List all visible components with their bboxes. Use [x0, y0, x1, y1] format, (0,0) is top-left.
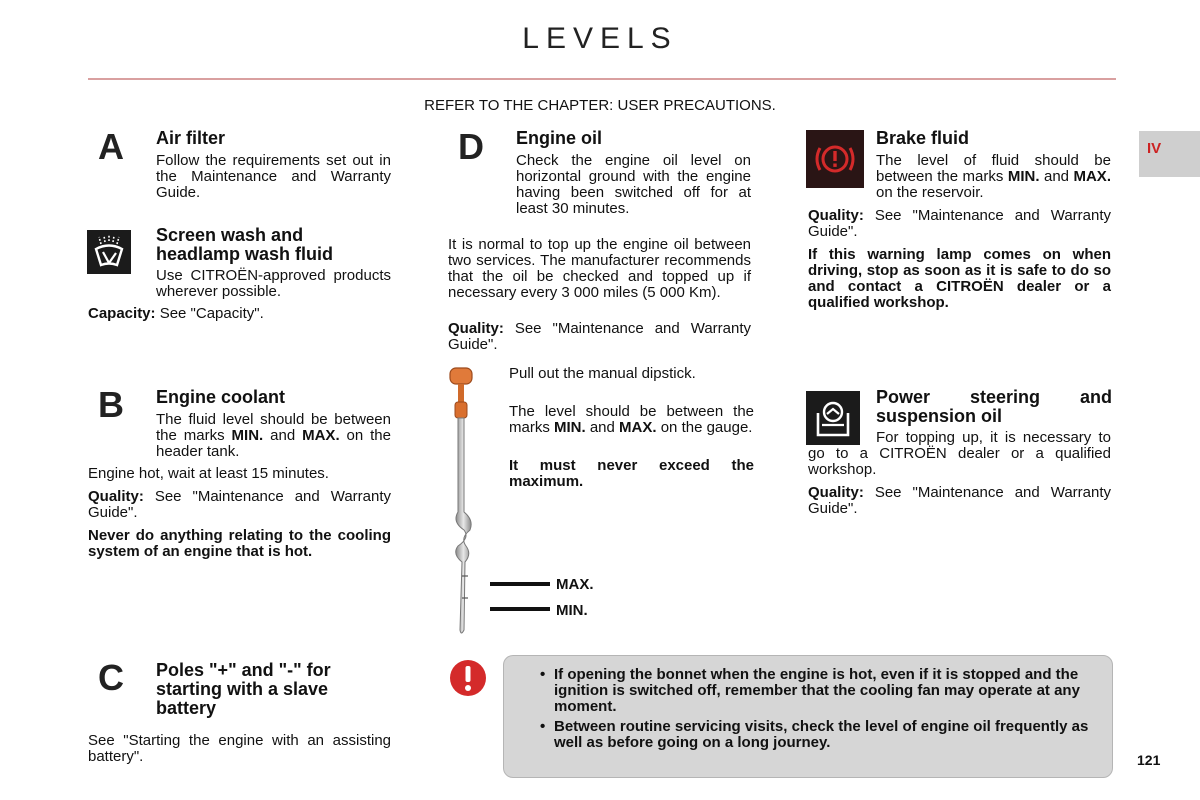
- brake-fluid-heading: Brake fluid: [876, 128, 970, 148]
- exclamation-warning-icon: [449, 659, 487, 697]
- windscreen-washer-icon: [87, 230, 131, 274]
- coolant-text-part: The fluid level should be between the marks: [156, 411, 391, 444]
- coolant-min-mark: MIN.: [231, 427, 264, 444]
- chapter-tab[interactable]: IV: [1139, 131, 1200, 177]
- quality-text: See "Maintenance and Warranty Guide".: [448, 320, 751, 353]
- dipstick-level-text: [509, 404, 754, 436]
- capacity-label: Capacity:: [88, 305, 156, 322]
- quality-label: Quality:: [808, 484, 864, 501]
- air-filter-text: Follow the requirements set out in the Maintenance and Warranty Guide.: [156, 152, 391, 201]
- air-filter-heading: Air filter: [156, 128, 226, 148]
- battery-poles-heading: Poles "+" and "-" for starting with a slave battery: [156, 660, 331, 718]
- screen-wash-capacity: [88, 306, 392, 322]
- brake-text-part: on the reservoir.: [876, 184, 984, 201]
- caution-item: • If opening the bonnet when the engine is hot, even if it is stopped and the ignition is switched off, remember that the cooling fan may operate at any moment.: [538, 667, 1094, 715]
- page-subtitle: REFER TO THE CHAPTER: USER PRECAUTIONS.: [424, 97, 776, 114]
- quality-text: See "Maintenance and Warranty Guide".: [808, 207, 1111, 240]
- section-letter-a: A: [98, 126, 124, 167]
- engine-hot-text: Engine hot, wait at least 15 minutes.: [88, 465, 329, 482]
- screen-wash-text: Use CITROËN-approved products wherever possible.: [156, 267, 391, 300]
- level-text-part: and: [585, 419, 620, 436]
- quality-label: Quality:: [88, 488, 144, 505]
- capacity-text: See "Capacity".: [155, 305, 264, 322]
- coolant-quality: [88, 489, 391, 521]
- page-title: LEVELS: [522, 22, 678, 55]
- screen-wash-heading: Screen wash and headlamp wash fluid: [156, 225, 334, 264]
- title-divider: [88, 78, 1116, 80]
- quality-text: See "Maintenance and Warranty Guide".: [88, 488, 391, 521]
- engine-oil-check-text: Check the engine oil level on horizontal ground with the engine having been switched off for at least 30 minutes.: [516, 152, 751, 217]
- brake-warning-lamp-icon: [806, 130, 864, 188]
- brake-quality: [808, 208, 1111, 240]
- engine-coolant-level-text: [156, 412, 391, 460]
- caution-item: • Between routine servicing visits, check the level of engine oil frequently as well as before going on a long journey.: [538, 719, 1094, 751]
- battery-poles-text: See "Starting the engine with an assisting battery".: [88, 732, 391, 765]
- dipstick-illustration: [440, 362, 500, 642]
- max-label: MAX.: [556, 576, 594, 593]
- min-label: MIN.: [556, 602, 588, 619]
- oil-min-mark: MIN.: [554, 419, 586, 436]
- section-letter-b: B: [98, 384, 124, 425]
- min-indicator-line: [490, 607, 550, 611]
- quality-text: See "Maintenance and Warranty Guide".: [808, 484, 1111, 517]
- engine-oil-quality: [448, 321, 751, 353]
- brake-warning-text: If this warning lamp comes on when driving, stop as soon as it is safe to do so and contact a CITROËN dealer or a qualified workshop.: [808, 246, 1111, 311]
- engine-oil-topup-text: It is normal to top up the engine oil between two services. The manufacturer recommends that the oil be checked and topped up if necessary every 3 000 miles (5 000 Km).: [448, 236, 751, 301]
- quality-label: Quality:: [808, 207, 864, 224]
- quality-label: Quality:: [448, 320, 504, 337]
- coolant-warning: Never do anything relating to the cooling system of an engine that is hot.: [88, 527, 391, 560]
- caution-box: [503, 655, 1113, 778]
- coolant-text-part: and: [263, 427, 303, 444]
- engine-coolant-heading: Engine coolant: [156, 387, 286, 407]
- oil-exceed-warning: It must never exceed the maximum.: [509, 457, 754, 490]
- engine-oil-heading: Engine oil: [516, 128, 603, 148]
- brake-min-mark: MIN.: [1007, 168, 1040, 185]
- section-letter-d: D: [458, 126, 484, 167]
- brake-max-mark: MAX.: [1073, 168, 1111, 185]
- power-steering-quality: [808, 485, 1111, 517]
- coolant-text-part: on the header tank.: [156, 427, 391, 460]
- coolant-max-mark: MAX.: [302, 427, 340, 444]
- max-indicator-line: [490, 582, 550, 586]
- brake-fluid-text: [876, 153, 1111, 201]
- page-number: 121: [1137, 752, 1161, 768]
- level-text-part: on the gauge.: [656, 419, 753, 436]
- power-steering-heading: Power steering and suspension oil: [876, 387, 1112, 426]
- section-letter-c: C: [98, 657, 124, 698]
- power-steering-text: For topping up, it is necessary to go to a CITROËN dealer or a qualified workshop.: [808, 429, 1111, 478]
- dipstick-instruction: Pull out the manual dipstick.: [509, 365, 696, 382]
- brake-text-part: The level of fluid should be between the marks: [876, 152, 1111, 185]
- level-text-part: The level should be between the marks: [509, 403, 754, 436]
- brake-text-part: and: [1039, 168, 1074, 185]
- oil-max-mark: MAX.: [619, 419, 657, 436]
